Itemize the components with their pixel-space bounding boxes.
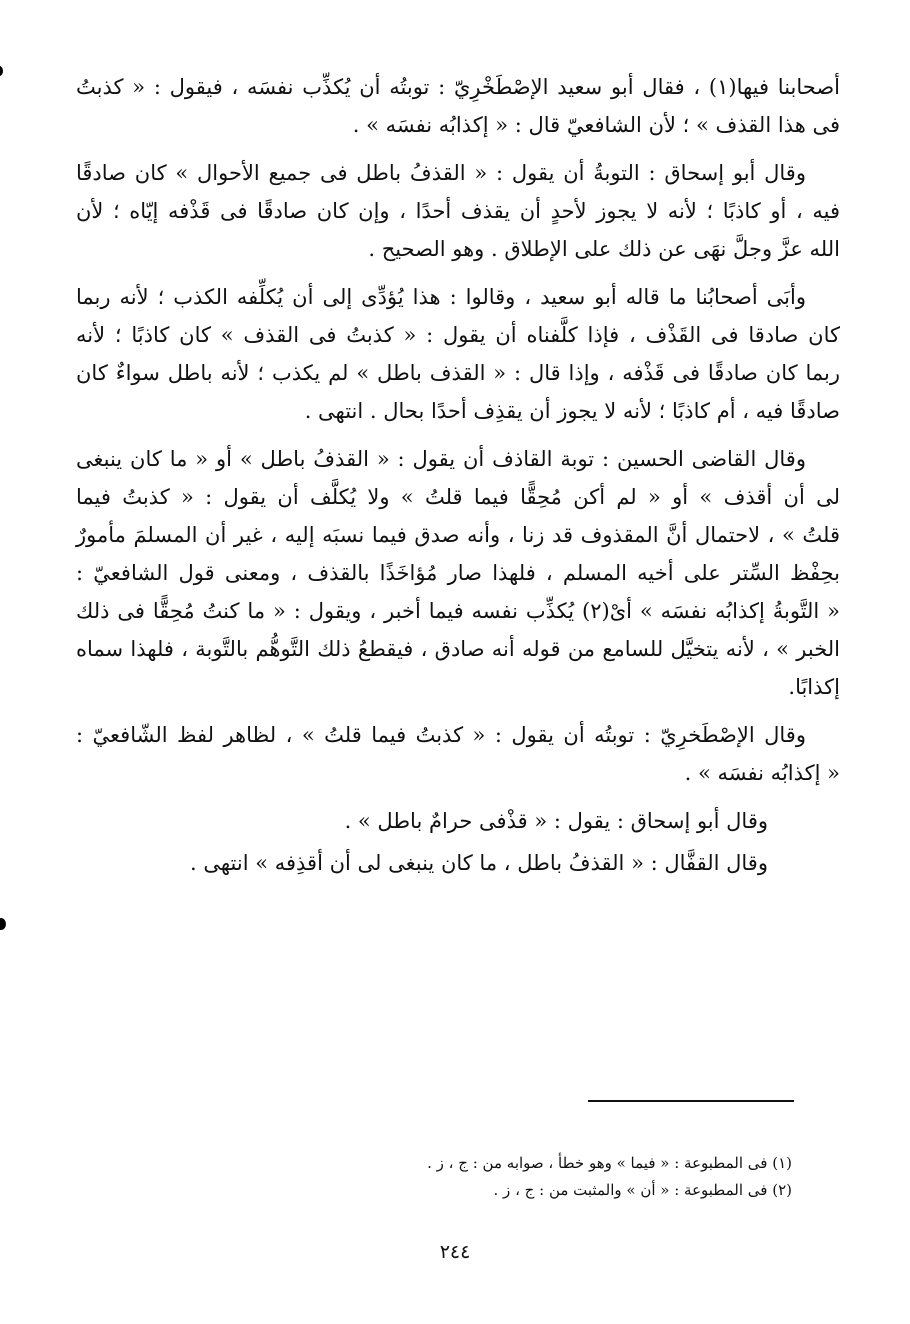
text-line: قلتُ » ، لاحتمال أنَّ المقذوف قد زنا ، وأنه صدق فيما نسبَه إليه ، غير أن المسلمَ مأمورٌ [76, 523, 840, 547]
paragraph-6 [76, 802, 840, 840]
text-line: بحِفْظ السِّتر على أخيه المسلم ، فلهذا صار مُؤاخَذًا بالقذف ، ومعنى قول الشافعيّ : [76, 561, 840, 585]
scan-mark-top-left [0, 66, 3, 76]
text-line: الله عزَّ وجلَّ نهَى عن ذلك على الإطلاق . وهو الصحيح . [368, 237, 840, 261]
paragraph-4 [76, 440, 840, 706]
text-line: ربما كان صادقًا فى قَذْفه ، وإذا قال : « القذف باطل » لم يكذب ؛ لأنه باطل سواءٌ كان [76, 361, 840, 385]
text-line: وقال أبو إسحاق : يقول : « قذْفى حرامٌ باطل » . [344, 809, 768, 833]
scan-mark-mid-left [0, 918, 6, 930]
text-line: صادقًا فيه ، أم كاذبًا ؛ لأنه لا يجوز أن يقذِف أحدًا بحال . انتهى . [304, 399, 840, 423]
text-line: وقال القاضى الحسين : توبة القاذف أن يقول : « القذفُ باطل » أو « ما كان ينبغى [76, 447, 806, 471]
footnote-1: (١) فى المطبوعة : « فيما » وهو خطأ ، صوابه من : ج ، ز . [427, 1154, 792, 1172]
paragraph-1 [76, 68, 840, 144]
footnotes [372, 1150, 792, 1204]
text-line: كان صادقا فى القَذْف ، فإذا كلَّفناه أن يقول : « كذبتُ فى القذف » كان كاذبًا ؛ لأنه [76, 323, 840, 347]
body-text [76, 68, 840, 892]
footnote-2: (٢) فى المطبوعة : « أن » والمثبت من : ج ، ز . [493, 1181, 792, 1199]
text-line: « التَّوبةُ إكذابُه نفسَه » أىْ(٢) يُكذِّب نفسه فيما أخبر ، ويقول : « ما كنتُ مُحِقًّا فى ذلك [76, 599, 841, 623]
text-line: « إكذابُه نفسَه » . [684, 761, 840, 785]
paragraph-3 [76, 278, 840, 430]
footnote-separator [588, 1100, 794, 1102]
text-line: وقال أبو إسحاق : التوبةُ أن يقول : « القذفُ باطل فى جميع الأحوال » كان صادقًا [76, 161, 806, 185]
paragraph-2 [76, 154, 840, 268]
page-number: ٢٤٤ [439, 1241, 471, 1263]
paragraph-5 [76, 716, 840, 792]
text-line: لى أن أقذف » أو « لم أكن مُحِقًّا فيما قلتُ » ولا يُكلَّف أن يقول : « كذبتُ فيما [76, 485, 840, 509]
text-line: أصحابنا فيها(١) ، فقال أبو سعيد الإصْطَخْرِيّ : توبتُه أن يُكذِّب نفسَه ، فيقول : « كذبتُ [76, 75, 840, 99]
text-line: وأبَى أصحابُنا ما قاله أبو سعيد ، وقالوا : هذا يُؤدِّى إلى أن يُكلِّفه الكذب ؛ لأنه ربما [76, 285, 806, 309]
text-line: إكذابًا. [788, 675, 840, 699]
text-line: وقال القفَّال : « القذفُ باطل ، ما كان ينبغى لى أن أقذِفه » انتهى . [189, 851, 768, 875]
text-line: وقال الإصْطَخرِيّ : توبتُه أن يقول : « كذبتُ فيما قلتُ » ، لظاهر لفظ الشّافعيّ : [76, 723, 806, 747]
text-line: الخبر » ، لأنه يتخيَّل للسامع من قوله أنه صادق ، فيقطعُ ذلك التَّوهُّم بالتَّوبة ، فلهذا سماه [76, 637, 840, 661]
text-line: فى هذا القذف » ؛ لأن الشافعيّ قال : « إكذابُه نفسَه » . [352, 113, 840, 137]
paragraph-7 [76, 844, 840, 882]
text-line: فيه ، أو كاذبًا ؛ لأنه لا يجوز لأحدٍ أن يقذف أحدًا ، وإن كان صادقًا فى قَذْفه إيّاه ؛ لأن [76, 199, 840, 223]
